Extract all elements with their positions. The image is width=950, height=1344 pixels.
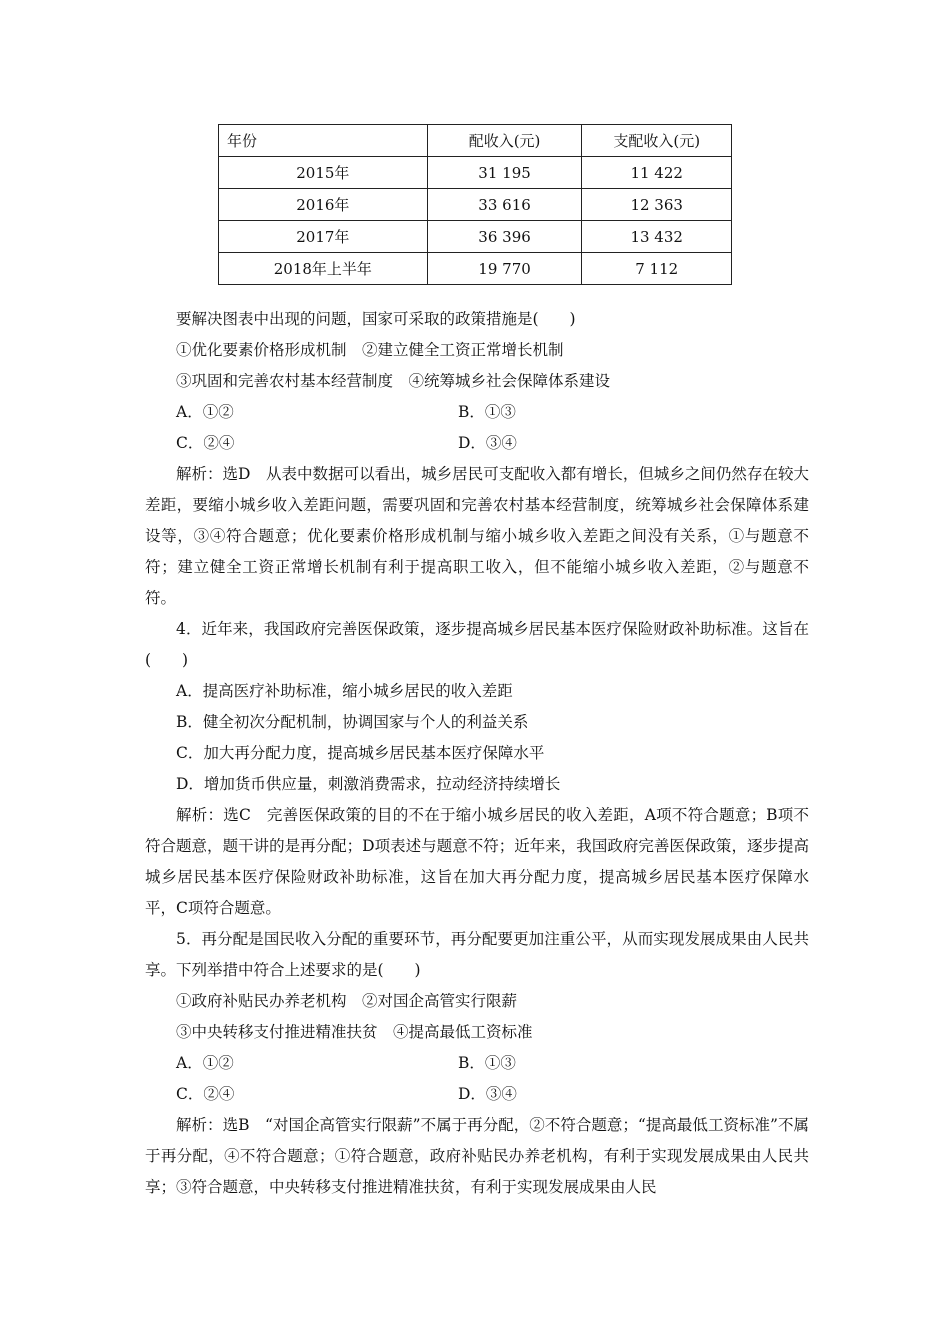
statement-options: ③中央转移支付推进精准扶贫 ④提高最低工资标准 (176, 1023, 533, 1041)
answer-choices-row (145, 428, 809, 459)
choice-d: D．增加货币供应量，刺激消费需求，拉动经济持续增长 (176, 775, 561, 793)
table-row (219, 157, 732, 189)
table-cell: 31 195 (427, 157, 582, 189)
choice-c: C．②④ (176, 1085, 235, 1103)
table-cell: 19 770 (427, 253, 582, 285)
question-stem: 要解决图表中出现的问题，国家可采取的政策措施是( ) (176, 310, 576, 328)
question-stem: 4．近年来，我国政府完善医保政策，逐步提高城乡居民基本医疗保险财政补助标准。这旨在( ) (145, 620, 809, 669)
choice-c: C．②④ (176, 434, 235, 452)
table-row (219, 221, 732, 253)
table-header-cell: 支配收入(元) (582, 125, 732, 157)
choice-b: B．①③ (458, 403, 516, 421)
table-row (219, 189, 732, 221)
answer-choices-row (145, 397, 809, 428)
table-header-cell: 年份 (219, 125, 428, 157)
table-cell: 11 422 (582, 157, 732, 189)
analysis-paragraph: 解析：选C 完善医保政策的目的不在于缩小城乡居民的收入差距，A项不符合题意；B项不符合题意，题干讲的是再分配；D项表述与题意不符；近年来，我国政府完善医保政策，逐步提高城乡居民基本医疗保险财政补助标准，这旨在加大再分配力度，提高城乡居民基本医疗保障水平，C项符合题意。 (145, 806, 809, 917)
table-cell: 2016年 (219, 189, 428, 221)
choice-a: A．①② (176, 1054, 234, 1072)
choice-a: A．提高医疗补助标准，缩小城乡居民的收入差距 (176, 682, 513, 700)
table-header-cell: 配收入(元) (427, 125, 582, 157)
table-header-row (219, 125, 732, 157)
choice-d: D．③④ (458, 1085, 517, 1103)
table-cell: 2018年上半年 (219, 253, 428, 285)
analysis-paragraph: 解析：选B “对国企高管实行限薪”不属于再分配，②不符合题意；“提高最低工资标准”不属于再分配，④不符合题意；①符合题意，政府补贴民办养老机构，有利于实现发展成果由人民共享；③符合题意，中央转移支付推进精准扶贫，有利于实现发展成果由人民 (145, 1116, 809, 1196)
choice-a: A．①② (176, 403, 234, 421)
table-cell: 2017年 (219, 221, 428, 253)
document-body (145, 304, 809, 1203)
income-table (218, 124, 732, 285)
table-cell: 12 363 (582, 189, 732, 221)
answer-choices-row (145, 1079, 809, 1110)
choice-b: B．健全初次分配机制，协调国家与个人的利益关系 (176, 713, 529, 731)
table-cell: 7 112 (582, 253, 732, 285)
question-stem: 5．再分配是国民收入分配的重要环节，再分配要更加注重公平，从而实现发展成果由人民共享。下列举措中符合上述要求的是( ) (145, 930, 809, 979)
table-row (219, 253, 732, 285)
statement-options: ①政府补贴民办养老机构 ②对国企高管实行限薪 (176, 992, 518, 1010)
statement-options: ①优化要素价格形成机制 ②建立健全工资正常增长机制 (176, 341, 564, 359)
table-cell: 33 616 (427, 189, 582, 221)
choice-d: D．③④ (458, 434, 517, 452)
statement-options: ③巩固和完善农村基本经营制度 ④统筹城乡社会保障体系建设 (176, 372, 611, 390)
answer-choices-row (145, 1048, 809, 1079)
analysis-paragraph: 解析：选D 从表中数据可以看出，城乡居民可支配收入都有增长，但城乡之间仍然存在较大差距，要缩小城乡收入差距问题，需要巩固和完善农村基本经营制度，统筹城乡社会保障体系建设等，③④符合题意；优化要素价格形成机制与缩小城乡收入差距之间没有关系，①与题意不符；建立健全工资正常增长机制有利于提高职工收入，但不能缩小城乡收入差距，②与题意不符。 (145, 465, 809, 607)
choice-b: B．①③ (458, 1054, 516, 1072)
choice-c: C．加大再分配力度，提高城乡居民基本医疗保障水平 (176, 744, 545, 762)
table-cell: 2015年 (219, 157, 428, 189)
table-cell: 13 432 (582, 221, 732, 253)
table-cell: 36 396 (427, 221, 582, 253)
